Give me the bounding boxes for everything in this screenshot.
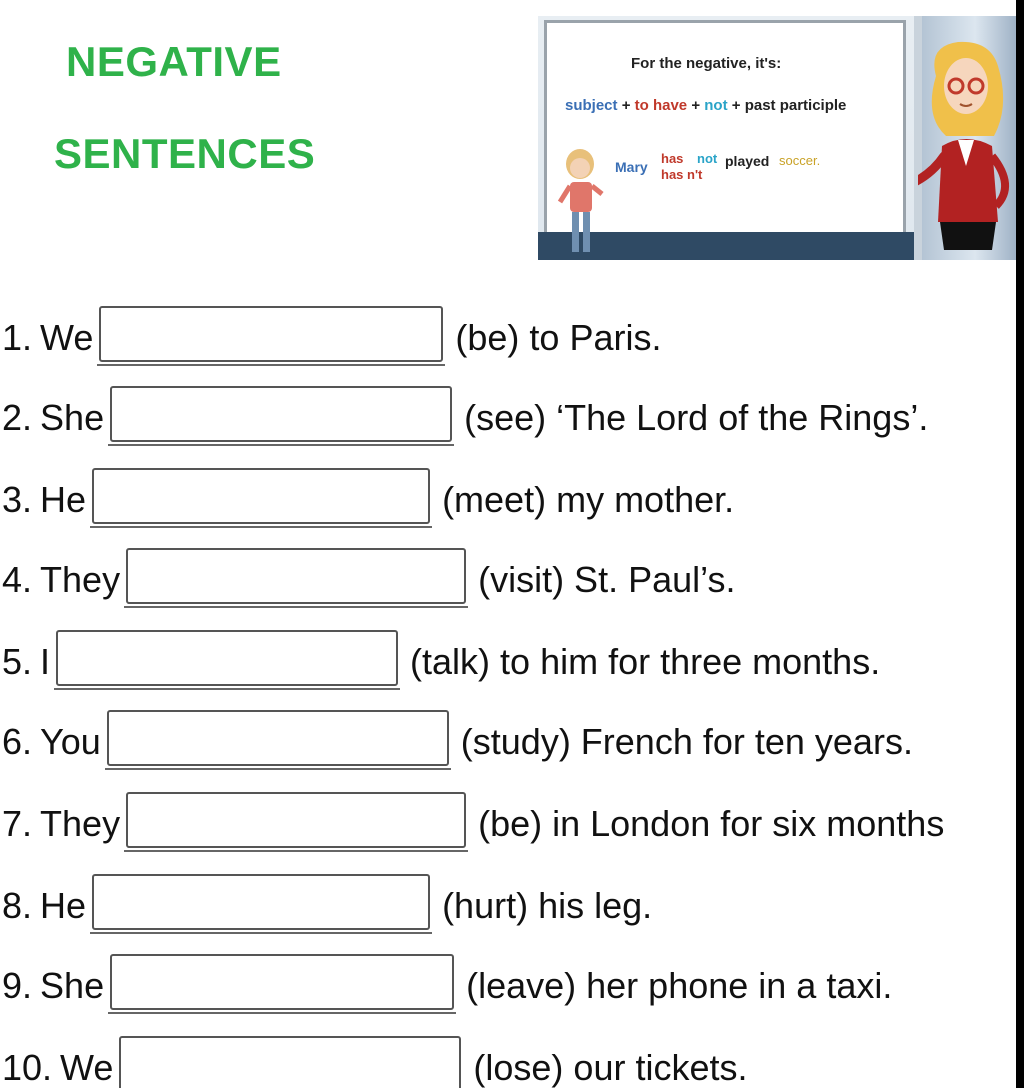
exercise-number: 2. [2, 397, 33, 438]
formula-subject: subject [565, 97, 618, 114]
exercise-8 [2, 876, 652, 936]
exercise-subject: We [60, 1047, 114, 1088]
formula-not: not [704, 97, 728, 114]
exercise-subject: She [40, 397, 105, 438]
exercise-prompt: (hurt) his leg. [442, 885, 653, 926]
exercise-5 [2, 632, 880, 692]
answer-box[interactable] [92, 468, 430, 524]
exercise-4 [2, 550, 735, 610]
board-formula [565, 97, 846, 114]
exercise-subject: He [40, 479, 87, 520]
example-verb: played [725, 153, 770, 169]
answer-box[interactable] [126, 792, 466, 848]
exercise-prompt: (leave) her phone in a taxi. [466, 965, 893, 1006]
exercise-3 [2, 470, 734, 530]
teacher-figure [918, 36, 1016, 260]
exercise-number: 5. [2, 641, 33, 682]
exercise-subject: I [40, 641, 51, 682]
grammar-illustration [538, 16, 1016, 260]
example-object: soccer. [779, 153, 821, 168]
student-figure [558, 146, 604, 256]
answer-box[interactable] [110, 386, 452, 442]
exercise-subject: He [40, 885, 87, 926]
example-has: has [661, 151, 684, 166]
exercise-prompt: (talk) to him for three months. [410, 641, 881, 682]
exercise-2 [2, 388, 928, 448]
answer-box[interactable] [126, 548, 466, 604]
exercise-prompt: (be) to Paris. [455, 317, 662, 358]
board-heading: For the negative, it's: [631, 55, 782, 72]
exercise-prompt: (see) ‘The Lord of the Rings’. [464, 397, 929, 438]
exercise-6 [2, 712, 913, 772]
answer-box[interactable] [119, 1036, 461, 1088]
exercise-subject: They [40, 559, 121, 600]
answer-box[interactable] [92, 874, 430, 930]
exercise-7 [2, 794, 944, 854]
answer-box[interactable] [107, 710, 449, 766]
exercise-prompt: (be) in London for six months [478, 803, 945, 844]
answer-box[interactable] [110, 954, 454, 1010]
example-hasnt: has n't [661, 167, 703, 182]
exercise-10 [2, 1038, 747, 1088]
exercise-subject: We [40, 317, 94, 358]
formula-plus: + [731, 97, 741, 114]
exercise-subject: She [40, 965, 105, 1006]
exercise-number: 10. [2, 1047, 53, 1088]
exercise-number: 8. [2, 885, 33, 926]
formula-plus: + [691, 97, 701, 114]
answer-box[interactable] [56, 630, 398, 686]
exercise-prompt: (visit) St. Paul’s. [478, 559, 736, 600]
exercise-number: 9. [2, 965, 33, 1006]
exercise-prompt: (lose) our tickets. [473, 1047, 748, 1088]
formula-to-have: to have [634, 97, 688, 114]
exercise-number: 7. [2, 803, 33, 844]
exercise-9 [2, 956, 892, 1016]
title-line-2: SENTENCES [54, 130, 316, 177]
exercise-number: 4. [2, 559, 33, 600]
exercise-subject: They [40, 803, 121, 844]
formula-plus: + [621, 97, 631, 114]
exercise-number: 3. [2, 479, 33, 520]
answer-box[interactable] [99, 306, 443, 362]
exercise-number: 1. [2, 317, 33, 358]
formula-past-participle: past participle [744, 97, 847, 114]
exercise-prompt: (study) French for ten years. [460, 721, 913, 762]
example-name: Mary [615, 159, 648, 175]
exercise-number: 6. [2, 721, 33, 762]
example-not: not [697, 151, 718, 166]
exercise-1 [2, 308, 661, 368]
exercise-prompt: (meet) my mother. [442, 479, 735, 520]
exercise-subject: You [40, 721, 101, 762]
title-line-1: NEGATIVE [66, 38, 282, 85]
